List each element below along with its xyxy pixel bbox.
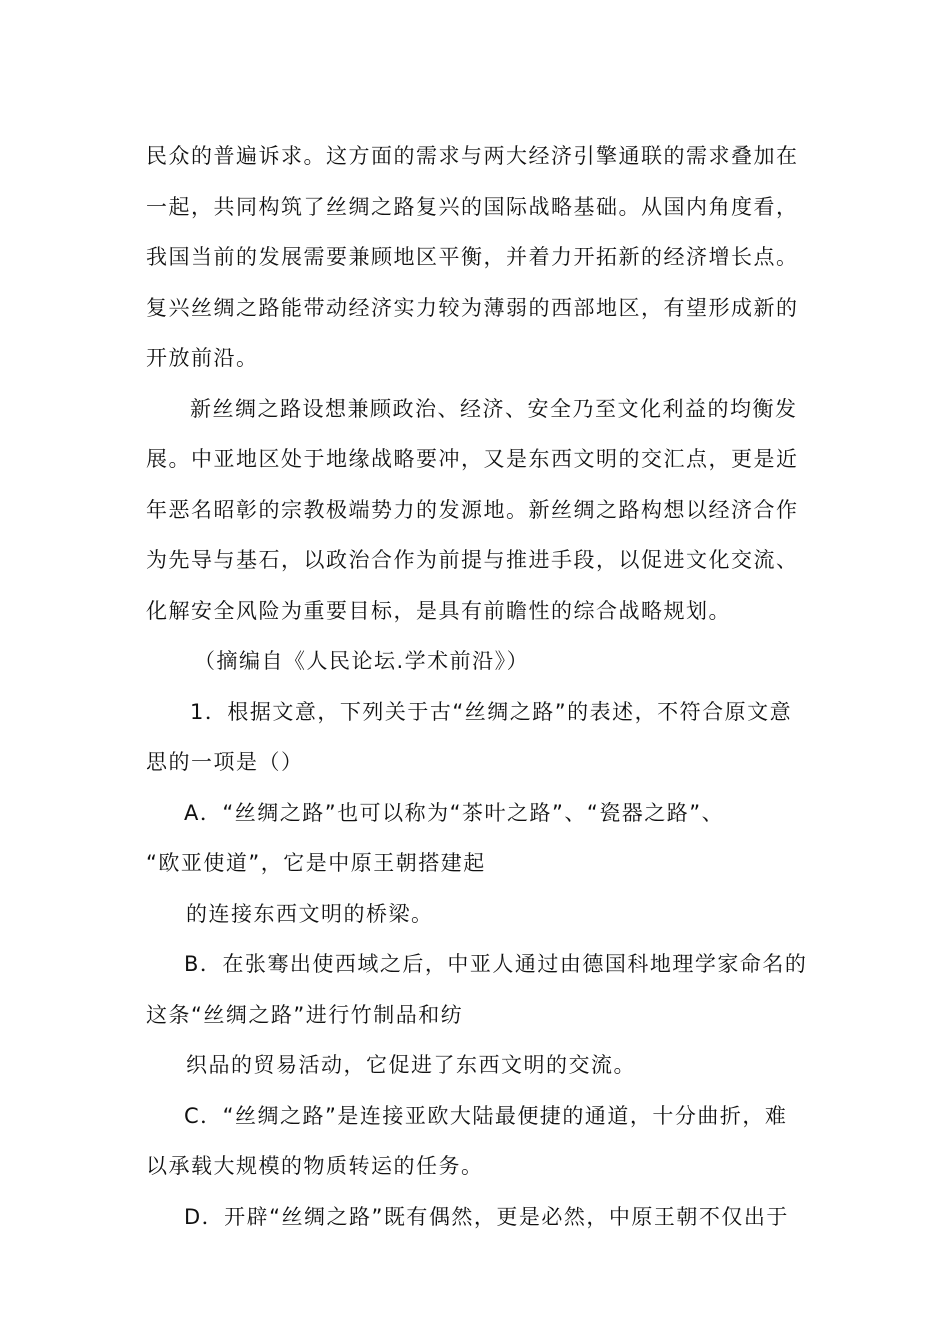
paragraph-line: 展。中亚地区处于地缘战略要冲，又是东西文明的交汇点，更是近 — [146, 447, 799, 471]
option-c: 以承载大规模的物质转运的任务。 — [146, 1154, 484, 1178]
option-d: D．开辟“丝绸之路”既有偶然，更是必然，中原王朝不仅出于 — [184, 1204, 789, 1229]
option-c: C．“丝绸之路”是连接亚欧大陆最便捷的通道，十分曲折，难 — [184, 1103, 788, 1128]
option-a: 的连接东西文明的桥梁。 — [186, 901, 434, 926]
option-b: 织品的贸易活动，它促进了东西文明的交流。 — [186, 1053, 636, 1077]
option-b: 这条“丝绸之路”进行竹制品和纺 — [146, 1002, 464, 1027]
option-a: A．“丝绸之路”也可以称为“茶叶之路”、“瓷器之路”、 — [184, 800, 725, 825]
paragraph-line: 民众的普遍诉求。这方面的需求与两大经济引擎通联的需求叠加在 — [146, 144, 799, 168]
paragraph-line: 开放前沿。 — [146, 346, 259, 370]
question-stem: 思的一项是（） — [146, 750, 304, 774]
document-body — [146, 131, 810, 1242]
option-b: B．在张骞出使西域之后，中亚人通过由德国科地理学家命名的 — [184, 952, 808, 976]
paragraph-line: 为先导与基石，以政治合作为前提与推进手段，以促进文化交流、 — [146, 548, 799, 572]
question-stem: 1．根据文意，下列关于古“丝绸之路”的表述，不符合原文意 — [190, 699, 793, 724]
paragraph-line: 一起，共同构筑了丝绸之路复兴的国际战略基础。从国内角度看， — [146, 194, 799, 219]
paragraph-line: 新丝绸之路设想兼顾政治、经济、安全乃至文化利益的均衡发 — [190, 396, 798, 421]
paragraph-line: 复兴丝绸之路能带动经济实力较为薄弱的西部地区，有望形成新的 — [146, 295, 799, 320]
paragraph-line: 化解安全风险为重要目标，是具有前瞻性的综合战略规划。 — [146, 598, 731, 623]
source-citation: （摘编自《人民论坛.学术前沿》） — [194, 649, 530, 673]
paragraph-line: 年恶名昭彰的宗教极端势力的发源地。新丝绸之路构想以经济合作 — [146, 497, 799, 522]
option-a: “欧亚使道”，它是中原王朝搭建起 — [146, 851, 486, 875]
paragraph-line: 我国当前的发展需要兼顾地区平衡，并着力开拓新的经济增长点。 — [146, 245, 799, 269]
